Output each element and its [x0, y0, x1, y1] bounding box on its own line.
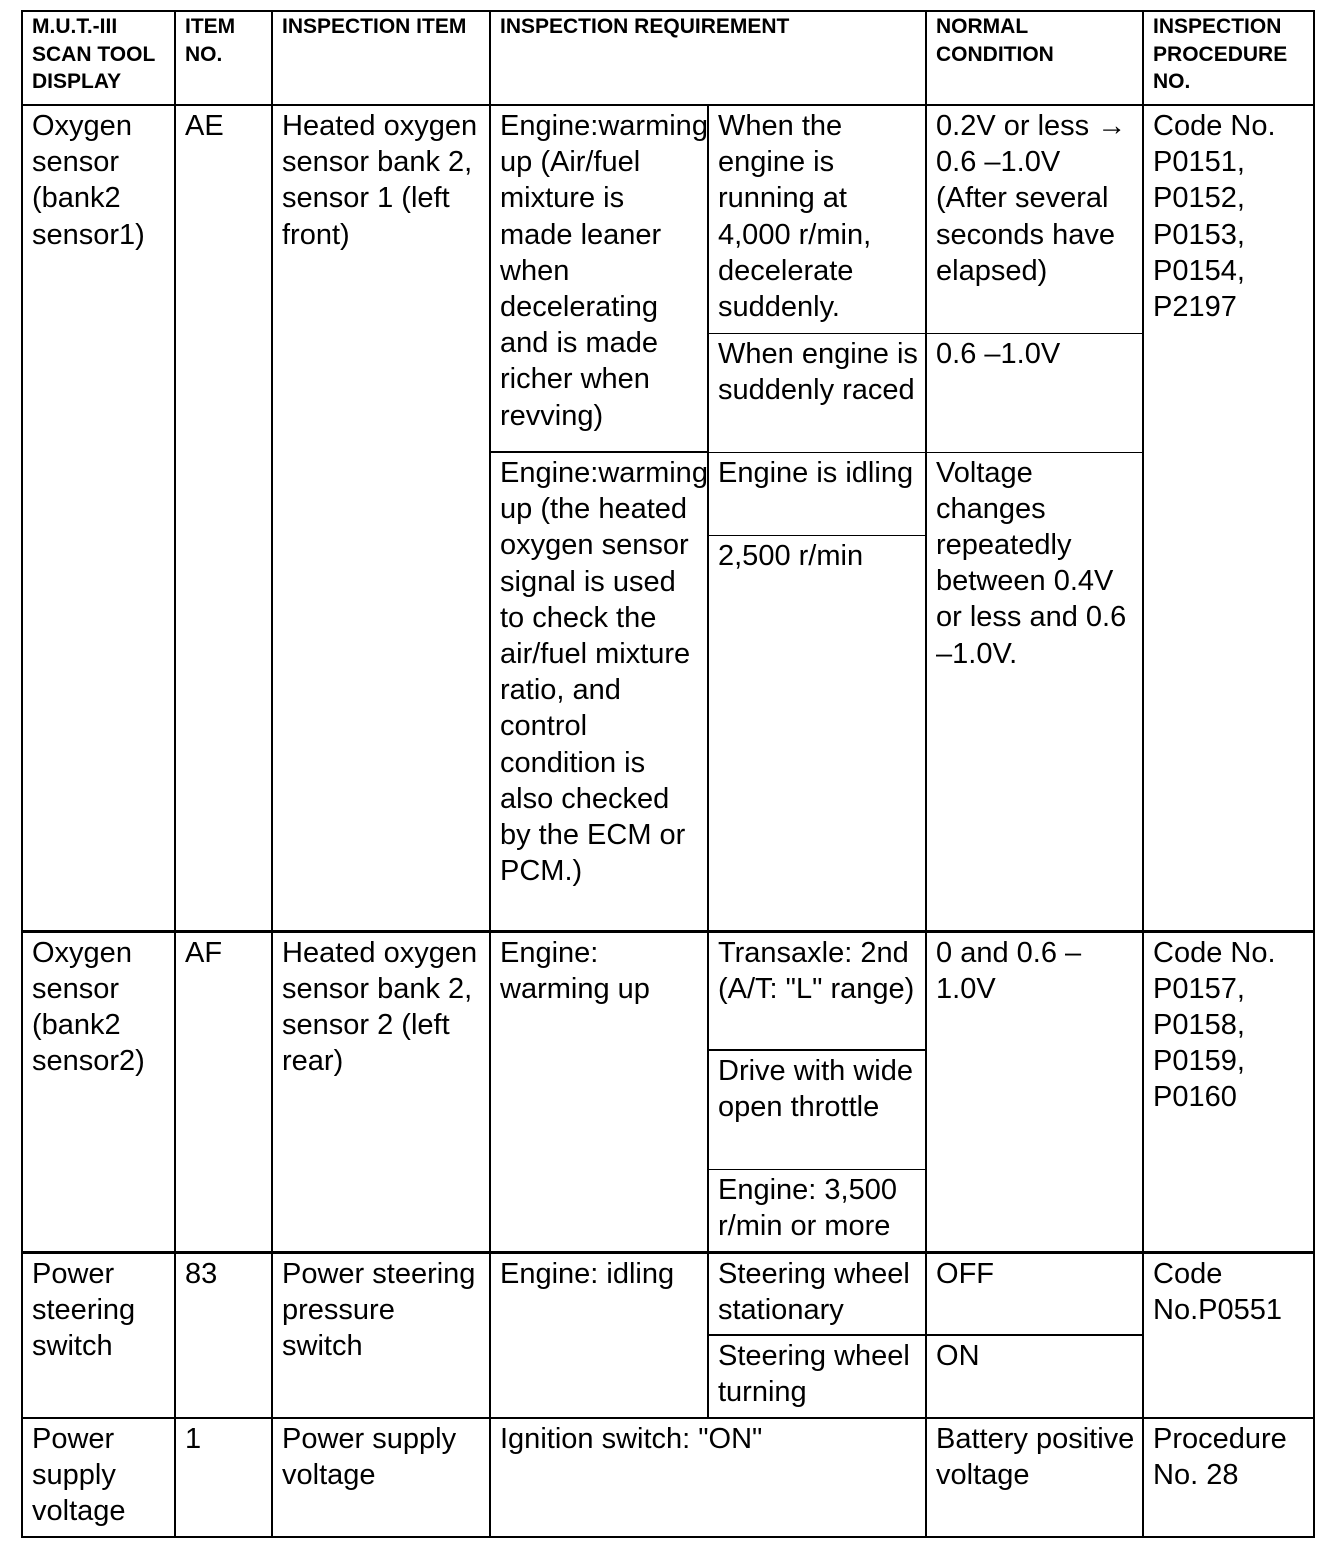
cell-condition: Transaxle: 2nd (A/T: "L" range)	[708, 931, 926, 1050]
cell-item-no: 1	[175, 1418, 272, 1537]
cell-normal: 0 and 0.6 – 1.0V	[926, 931, 1143, 1252]
cell-display: Power steering switch	[22, 1252, 175, 1418]
cell-item-no: AF	[175, 931, 272, 1252]
inspection-table	[21, 10, 1315, 1538]
header-item-no: ITEM NO.	[175, 11, 272, 105]
table-row	[22, 931, 1314, 1050]
cell-condition: Engine: 3,500 r/min or more	[708, 1169, 926, 1252]
header-row	[22, 11, 1314, 105]
cell-condition: Steering wheel turning	[708, 1335, 926, 1418]
cell-condition-empty	[708, 625, 926, 931]
cell-normal: ON	[926, 1335, 1143, 1418]
header-requirement: INSPECTION REQUIREMENT	[490, 11, 926, 105]
cell-procedure: Code No. P0157, P0158, P0159, P0160	[1143, 931, 1314, 1252]
header-inspection-item: INSPECTION ITEM	[272, 11, 490, 105]
cell-inspection-item: Heated oxygen sensor bank 2, sensor 2 (left rear)	[272, 931, 490, 1252]
cell-item-no: AE	[175, 105, 272, 931]
cell-condition: Engine is idling	[708, 452, 926, 535]
cell-display: Power supply voltage	[22, 1418, 175, 1537]
cell-requirement: Engine: warming up	[490, 931, 708, 1252]
cell-requirement: Engine:warming up (the heated oxygen sensor signal is used to check the air/fuel mixture ratio, and control condition is also checked by the ECM or PCM.)	[490, 452, 708, 931]
cell-inspection-item: Heated oxygen sensor bank 2, sensor 1 (left front)	[272, 105, 490, 931]
cell-requirement: Ignition switch: "ON"	[490, 1418, 926, 1537]
table-row	[22, 1252, 1314, 1335]
cell-normal: 0.6 –1.0V	[926, 333, 1143, 452]
cell-condition: Drive with wide open throttle	[708, 1050, 926, 1169]
cell-requirement: Engine: idling	[490, 1252, 708, 1418]
header-normal-condition: NORMAL CONDITION	[926, 11, 1143, 105]
cell-procedure: Procedure No. 28	[1143, 1418, 1314, 1537]
cell-condition: 2,500 r/min	[708, 535, 926, 625]
table-row	[22, 105, 1314, 333]
cell-normal: Voltage changes repeatedly between 0.4V or less and 0.6 –1.0V.	[926, 452, 1143, 931]
header-procedure: INSPECTION PROCEDURE NO.	[1143, 11, 1314, 105]
cell-normal: OFF	[926, 1252, 1143, 1335]
cell-condition: When the engine is running at 4,000 r/min, decelerate suddenly.	[708, 105, 926, 333]
header-display: M.U.T.-III SCAN TOOL DISPLAY	[22, 11, 175, 105]
cell-item-no: 83	[175, 1252, 272, 1418]
cell-procedure: Code No. P0151, P0152, P0153, P0154, P2197	[1143, 105, 1314, 931]
cell-normal: Battery positive voltage	[926, 1418, 1143, 1537]
cell-normal: 0.2V or less → 0.6 –1.0V (After several seconds have elapsed)	[926, 105, 1143, 333]
cell-display: Oxygen sensor (bank2 sensor2)	[22, 931, 175, 1252]
cell-inspection-item: Power supply voltage	[272, 1418, 490, 1537]
cell-requirement: Engine:warming up (Air/fuel mixture is made leaner when decelerating and is made richer when revving)	[490, 105, 708, 452]
cell-display: Oxygen sensor (bank2 sensor1)	[22, 105, 175, 931]
cell-procedure: Code No.P0551	[1143, 1252, 1314, 1418]
cell-condition: When engine is suddenly raced	[708, 333, 926, 452]
cell-inspection-item: Power steering pressure switch	[272, 1252, 490, 1418]
cell-condition: Steering wheel stationary	[708, 1252, 926, 1335]
table-row	[22, 1418, 1314, 1537]
